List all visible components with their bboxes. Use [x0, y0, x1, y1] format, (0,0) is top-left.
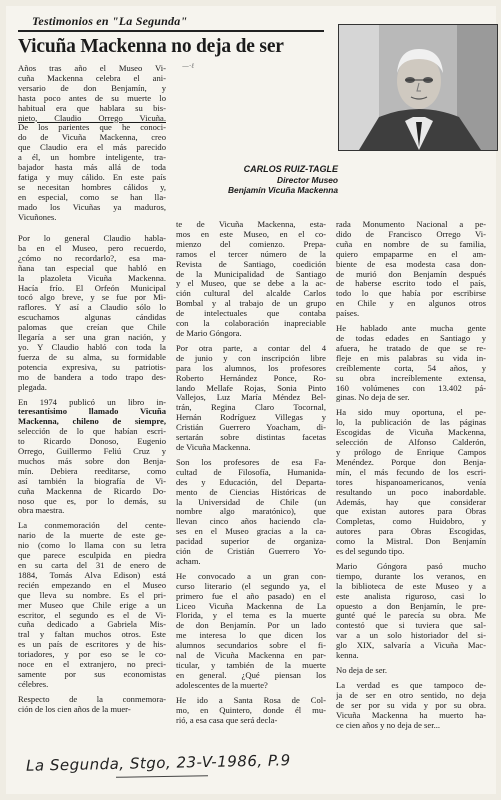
text-line: Respecto de la conmemora-: [18, 694, 166, 704]
text-line: En 1974 publicó un libro in-: [18, 397, 166, 407]
text-line: curso literario (el segundo ya, el: [176, 581, 326, 591]
text-line: Revista de Santiago, coedición: [176, 259, 326, 269]
text-line: yo. Y Claudio habló con toda la: [18, 342, 166, 352]
text-line: la Universidad de Chile (un: [176, 497, 326, 507]
text-line: es del segundo tipo.: [336, 547, 405, 557]
text-line: que existan autores para Obras: [336, 507, 486, 517]
text-line: autores para Obras Escogidas,: [336, 527, 486, 537]
portrait-image: [339, 25, 497, 150]
text-line: mento de Ciencias Históricas de: [176, 487, 326, 497]
text-line: de intelectuales que contaba: [176, 309, 326, 319]
text-line: resultando un poco inabordable.: [336, 487, 486, 497]
text-line: He hablado ante mucha gente: [336, 324, 486, 334]
column-1-top: [18, 64, 166, 223]
text-line: contestó que si tuviera que sal-: [336, 621, 486, 631]
text-line: es un país de escritores y de his-: [18, 640, 166, 650]
text-line: de murió don Benjamín después: [336, 269, 486, 279]
text-line: con la colaboración inapreciable: [176, 319, 326, 329]
handwritten-underline: [116, 775, 208, 778]
text-line: No deja de ser.: [336, 666, 388, 676]
text-line: mer Museo que Chile erige a un: [18, 600, 166, 610]
text-line: ramos el tercer número de la: [176, 249, 326, 259]
text-line: cuña Mackenna de Ricardo Do-: [18, 486, 166, 496]
text-line: como la Mistral. Don Benjamín: [336, 537, 486, 547]
author-photo: [338, 24, 498, 151]
text-line: su obra increíblemente extensa,: [336, 373, 486, 383]
text-line: ses en el Museo gracias a la ca-: [176, 527, 326, 537]
text-line: trán, Regina Claro Tocornal,: [176, 403, 326, 413]
text-line: mado los Vicuñas ya maduros,: [18, 202, 166, 212]
text-line: obra maestra.: [18, 506, 65, 516]
text-line: la plazoleta Vicuña Mackenna.: [18, 273, 166, 283]
headline: Vicuña Mackenna no deja de ser: [18, 36, 284, 57]
text-line: pacidad superior de organiza-: [176, 537, 326, 547]
text-line: ba en el Museo, pero recuerdo,: [18, 243, 166, 253]
text-line: fatiga y muy cálido. En este país: [18, 172, 166, 182]
text-line: samente por sus economistas: [18, 670, 166, 679]
text-line: de haberse escrito todo el país,: [336, 279, 486, 289]
text-line: La verdad es que tampoco de-: [336, 680, 486, 690]
text-line: tral y faltan muchos otros. Este: [18, 630, 166, 640]
text-line: así también la biografía de Vi-: [18, 476, 166, 486]
text-line: mín. Debiera reeditarse, como: [18, 466, 166, 476]
text-line: 1884, Tomás Alva Edison) está: [18, 570, 166, 580]
text-line: bajador hasta más allá de toda: [18, 163, 166, 173]
text-line: versario de don Benjamín, y: [18, 83, 166, 93]
text-line: Hacía frío. El Orfeón Municipal: [18, 283, 166, 293]
text-line: mo de bandera a todo trapo des-: [18, 372, 166, 382]
text-line: cuña en nombre de su familia,: [336, 239, 486, 249]
text-line: tocó algo breve, y se fue por Mi-: [18, 293, 166, 303]
text-line: tiempo, durante los veranos, en: [336, 571, 486, 581]
text-line: célebres.: [18, 679, 49, 689]
text-line: que parece esculpida en piedra: [18, 551, 166, 561]
text-line: Vallejos, Luz María Méndez Bel-: [176, 393, 326, 403]
text-line: biente de esa modesta casa don-: [336, 259, 486, 269]
text-line: en su carta del 31 de enero de: [18, 561, 166, 571]
text-line: kenna.: [336, 651, 359, 661]
text-line: para los alumnos, los profesores: [176, 363, 326, 373]
text-line: cuña dedicado a Gabriela Mis-: [18, 620, 166, 630]
text-line: nieto, Claudio Orrego Vicuña.: [18, 113, 166, 123]
text-line: De los parientes que he conoci-: [18, 123, 166, 133]
text-line: de Mario Góngora.: [176, 328, 242, 338]
handwritten-note: La Segunda, Stgo, 23-V-1986, P.9: [25, 751, 291, 775]
newspaper-clipping: [6, 6, 496, 794]
text-line: primero fue el año pasado) en el: [176, 591, 326, 601]
text-line: alumnos secundarios sobre el fi-: [176, 641, 326, 651]
text-line: des y Educación, del Departa-: [176, 477, 326, 487]
text-line: noso que es, por lo demás, su: [18, 496, 166, 506]
text-line: adolescentes de la muerte?: [176, 680, 268, 690]
text-line: países.: [336, 309, 360, 319]
text-line: este analista riguroso, casi lo: [336, 591, 486, 601]
column-2: [176, 220, 326, 725]
text-line: de la Municipalidad de Santiago: [176, 269, 326, 279]
text-line: de Vicuña Mackenna.: [176, 442, 251, 452]
text-line: en Chile y en algunos otros: [336, 299, 486, 309]
text-line: lo, la publicación de las páginas: [336, 418, 486, 428]
text-line: Son los profesores de esa Fa-: [176, 457, 326, 467]
text-line: Completas, como Huidobro, y: [336, 517, 486, 527]
column-3: [336, 220, 486, 731]
text-line: la biblioteca de este Museo y a: [336, 581, 486, 591]
text-line: fleje en mis palabras su vida in-: [336, 353, 486, 363]
text-line: ción de los cien años de la muer-: [18, 704, 131, 714]
text-line: Por otra parte, a contar del 4: [176, 343, 326, 353]
text-line: muchos más sobre don Benja-: [18, 456, 166, 466]
text-line: mienzo del comienzo. Prepa-: [176, 239, 326, 249]
text-line: sertarán sobre distintas facetas: [176, 433, 326, 443]
text-line: que Claudio era el más parecido: [18, 143, 166, 153]
text-line: plegada.: [18, 382, 47, 392]
text-line: ce cien años y no deja de ser...: [336, 720, 441, 730]
text-line: todo lo que había por escribirse: [336, 289, 486, 299]
text-line: gunté qué le parecía su obra. Me: [336, 611, 486, 621]
text-line: escritor, el segundo es el de Vi-: [18, 610, 166, 620]
text-line: y prólogo de Enrique Campos: [336, 447, 486, 457]
text-line: Mario Góngora pasó mucho: [336, 561, 486, 571]
text-line: opuesto a don Benjamín, le pre-: [336, 601, 486, 611]
text-line: ción de Cristián Guerrero Yo-: [176, 547, 326, 557]
text-line: que lleva su nombre. Es el pri-: [18, 590, 166, 600]
text-line: nario de la muerte de este ge-: [18, 531, 166, 541]
text-line: acham.: [176, 556, 201, 566]
author-name: CARLOS RUIZ-TAGLE: [243, 164, 338, 174]
text-line: de junio y con inscripción libre: [176, 353, 326, 363]
text-line: ción cultural del alcalde Carlos: [176, 289, 326, 299]
text-line: quiero empaparme en el am-: [336, 249, 486, 259]
byline: [206, 164, 338, 196]
text-line: do de Vicuña Mackenna, creo: [18, 133, 166, 143]
text-line: en especial, como se han lla-: [18, 192, 166, 202]
text-line: teresantísimo llamado Vicuña: [18, 407, 166, 417]
text-line: selección de Alfonso Calderón,: [336, 438, 486, 448]
text-line: llevan cinco años haciendo cla-: [176, 517, 326, 527]
text-line: te de Vicuña Mackenna, esta-: [176, 220, 326, 229]
author-role: Director Museo: [277, 174, 338, 185]
text-line: Vicuña Mackenna ha muerto ha-: [336, 710, 486, 720]
text-line: de ser por su vida y por su obra.: [336, 700, 486, 710]
text-line: La conmemoración del cente-: [18, 521, 166, 531]
text-line: de todas edades en Santiago y: [336, 333, 486, 343]
text-line: to Ricardo Donoso, Eugenio: [18, 437, 166, 447]
text-line: Escogidas de Vicuña Mackenna,: [336, 428, 486, 438]
text-line: ticular, y también de la muerte: [176, 661, 326, 671]
text-line: ginas. No deja de ser.: [336, 393, 410, 403]
text-line: mín, el más fecundo de los escri-: [336, 467, 486, 477]
text-line: Cristián Guerrero Yoacham, di-: [176, 423, 326, 433]
text-line: me interesa lo que dicen los: [176, 631, 326, 641]
text-line: nombre algo maratónico), que: [176, 507, 326, 517]
text-line: fuerza de su alma, su formidable: [18, 352, 166, 362]
text-line: Mackenna, chileno de siempre,: [18, 417, 166, 427]
text-line: cuña Mackenna celebra el ani-: [18, 73, 166, 83]
text-line: escuchamos algunas cándidas: [18, 313, 166, 323]
text-line: noce en el extranjero, no preci-: [18, 660, 166, 670]
header-rule: [18, 30, 324, 32]
section-label: Testimonios en "La Segunda": [32, 14, 188, 28]
author-institution: Benjamín Vicuña Mackenna: [228, 185, 338, 195]
text-line: var a un solo historiador del si-: [336, 631, 486, 641]
text-line: habitual era que hablara su bis-: [18, 103, 166, 113]
text-line: lando Mellafe Rojas, Sonia Pinto: [176, 383, 326, 393]
text-line: Florida, y el tema es la muerte: [176, 611, 326, 621]
text-line: selección de lo que habían escri-: [18, 427, 166, 437]
text-line: Menéndez. Porque don Benja-: [336, 457, 486, 467]
text-line: 160 volúmenes con 13.402 pá-: [336, 383, 486, 393]
text-line: tores hispanoamericanos, venía: [336, 477, 486, 487]
text-line: ja de ser en otro sentido, no deja: [336, 690, 486, 700]
text-line: He ido a Santa Rosa de Col-: [176, 695, 326, 705]
text-line: Liceo Vicuña Mackenna de La: [176, 601, 326, 611]
text-line: Orrego, Guillermo Feliú Cruz y: [18, 447, 166, 457]
text-line: hasta poco antes de su muerte lo: [18, 93, 166, 103]
text-line: de don Benjamín. Por un lado: [176, 621, 326, 631]
text-line: Por lo general Claudio habla-: [18, 234, 166, 243]
text-line: Vicuñones.: [18, 212, 57, 222]
text-line: potencia expresiva, su patriotis-: [18, 362, 166, 372]
text-line: rada Monumento Nacional a pe-: [336, 220, 486, 229]
text-line: glo XIX, salvaría a Vicuña Mac-: [336, 641, 486, 651]
text-line: mo, en Quintero, donde él mu-: [176, 705, 326, 715]
text-line: ñana tan especial que habló en: [18, 263, 166, 273]
text-line: Hernán Rodríguez Villegas y: [176, 413, 326, 423]
text-line: palomas que creían que Chile: [18, 323, 166, 333]
text-line: He convocado a un gran con-: [176, 571, 326, 581]
text-line: mos en este Museo, en el co-: [176, 229, 326, 239]
text-line: y el Museo, que se debe a la ac-: [176, 279, 326, 289]
text-line: dido de Francisco Orrego Vi-: [336, 229, 486, 239]
text-line: raflores. Y así a Claudio sólo lo: [18, 303, 166, 313]
text-line: toriadores, y por eso se le co-: [18, 650, 166, 660]
text-line: rió, a esa casa que será decla-: [176, 715, 278, 725]
text-line: llegaría a ser una gran nación, y: [18, 333, 166, 343]
column-1-bottom: [18, 234, 166, 715]
text-line: en general. ¿Qué piensan los: [176, 670, 326, 680]
text-line: ¿cómo no recordarlo?, esa ma-: [18, 253, 166, 263]
text-line: creíblemente corta, 54 años, y: [336, 363, 486, 373]
text-line: Bombal y al trabajo de un grupo: [176, 299, 326, 309]
text-line: afuera, he tratado de que se re-: [336, 343, 486, 353]
text-line: nio (como lo llama con su letra: [18, 541, 166, 551]
text-line: cultad de Filosofía, Humanida-: [176, 467, 326, 477]
pen-mark: —·ℓ: [182, 62, 195, 70]
text-line: Años tras año el Museo Vi-: [18, 64, 166, 73]
text-line: nal de Vicuña Mackenna en par-: [176, 651, 326, 661]
text-line: Además, hay que considerar: [336, 497, 486, 507]
text-line: Roberto Hernández Ponce, Ro-: [176, 373, 326, 383]
text-line: se necesitan hombres cálidos y,: [18, 182, 166, 192]
text-line: Ha sido muy oportuna, el pe-: [336, 408, 486, 418]
text-line: recién empezando en el Museo: [18, 580, 166, 590]
text-line: a él, un hombre inteligente, tra-: [18, 153, 166, 163]
